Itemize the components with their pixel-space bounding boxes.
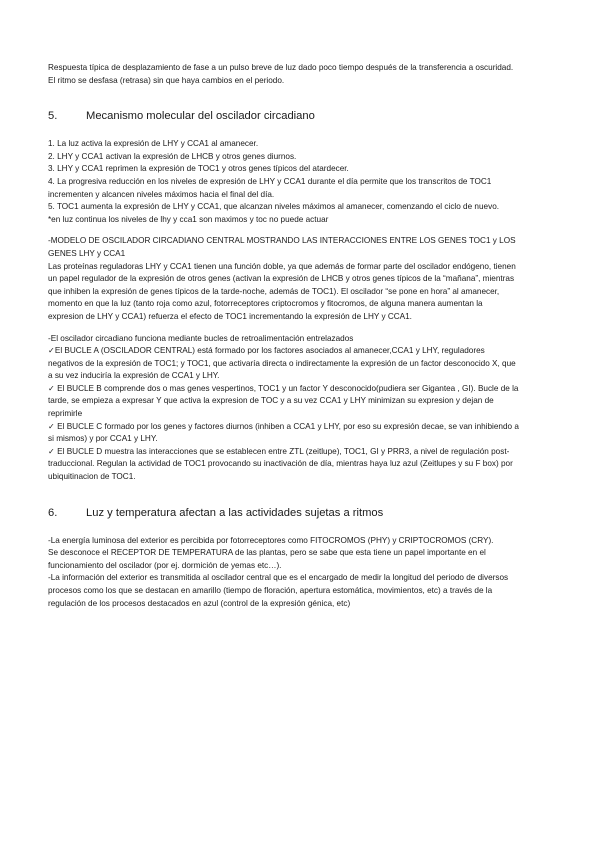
step-5: 5. TOC1 aumenta la expresión de LHY y CCA1, que alcanzan niveles máximos al amanecer, comenzando el ciclo de nuevo.	[48, 202, 500, 212]
loops-list	[48, 345, 520, 484]
loop-a: ✓El BUCLE A (OSCILADOR CENTRAL) está formado por los factores asociados al amanecer,CCA1 y LHY, reguladores negativos de la expresión de TOC1; y TOC1, que activaría directa o indirectamente la expresión de un factor desconocido X, que a su vez induciría la expresión de CCA1 y LHY.	[48, 346, 516, 381]
photoreceptors-paragraph: -La energía luminosa del exterior es percibida por fotorreceptores como FITOCROMOS (PHY) y CRIPTOCROMOS (CRY).	[48, 535, 494, 545]
loop-d: ✓ El BUCLE D muestra las interacciones que se establecen entre ZTL (zeitlupe), TOC1, GI y PRR3, a nivel de regulación post-traduccional. Regulan la actividad de TOC1 provocando su inactivación de día, mientras haya luz azul (Zeitlupes y su F box) por ubiquitinacion de TOC1.	[48, 446, 513, 482]
loop-b: ✓ El BUCLE B comprende dos o mas genes vespertinos, TOC1 y un factor Y desconocido(pudiera ser Gigantea , GI). Bucle de la tarde, se empieza a expresar Y que activa la expresion de TOC y a su vez CCA1 y LHY minimizan su expresion y dejan de reprimirle	[48, 383, 519, 419]
section-5-title: Mecanismo molecular del oscilador circadiano	[86, 110, 315, 123]
step-2: 2. LHY y CCA1 activan la expresión de LHCB y otros genes diurnos.	[48, 151, 297, 161]
loops-intro: -El oscilador circadiano funciona mediante bucles de retroalimentación entrelazados	[48, 333, 354, 343]
step-3: 3. LHY y CCA1 reprimen la expresión de TOC1 y otros genes típicos del atardecer.	[48, 164, 349, 174]
page-content	[48, 62, 520, 610]
mechanism-steps	[48, 138, 520, 226]
step-1: 1. La luz activa la expresión de LHY y CCA1 al amanecer.	[48, 139, 259, 149]
continuous-light-note: *en luz continua los niveles de lhy y cca1 son maximos y toc no puede actuar	[48, 214, 329, 224]
section-6-heading	[48, 506, 520, 521]
section-6-number: 6.	[48, 506, 58, 519]
intro-paragraph: Respuesta típica de desplazamiento de fase a un pulso breve de luz dado poco tiempo después de la transferencia a oscuridad. El ritmo se desfasa (retrasa) sin que haya cambios en el periodo.	[48, 63, 514, 85]
model-paragraph: Las proteínas reguladoras LHY y CCA1 tienen una función doble, ya que además de formar parte del oscilador endógeno, tienen un papel regulador de la expresión de otros genes (activan la expresión de LHCB y otros genes típicos de la “mañana”, mientras que inhiben la expresión de genes típicos de la tarde-noche, además de TOC1). El oscilador “se pone en hora” al amanecer, momento en que la luz (tanto roja como azul, fotorreceptores criptocromos y fitocromos, de alguna manera aumentan la expresion de LHY y CCA1) refuerza el efecto de TOC1 incrementando la expresión de LHY y CCA1.	[48, 261, 516, 321]
section-5-heading	[48, 109, 520, 124]
oscillator-paragraph: -La información del exterior es transmitida al oscilador central que es el encargado de medir la longitud del periodo de diversos procesos como los que se destacan en amarillo (tiempo de floración, apertura estomática, movimientos, etc) a través de la regulación de los procesos destacados en azul (control de la expresión génica, etc)	[48, 573, 509, 608]
model-heading: -MODELO DE OSCILADOR CIRCADIANO CENTRAL MOSTRANDO LAS INTERACCIONES ENTRE LOS GENES TOC1 y LOS GENES LHY y CCA1	[48, 236, 516, 258]
loop-c: ✓ El BUCLE C formado por los genes y factores diurnos (inhiben a CCA1 y LHY, por eso su expresión decae, se van inhibiendo a si mismos) y por CCA1 y LHY.	[48, 421, 519, 444]
temperature-paragraph: Se desconoce el RECEPTOR DE TEMPERATURA de las plantas, pero se sabe que esta tiene un papel importante en el funcionamiento del oscilador (por ej. dormición de yemas etc…).	[48, 548, 486, 570]
section-6-title: Luz y temperatura afectan a las actividades sujetas a ritmos	[86, 506, 384, 519]
section-5-number: 5.	[48, 110, 58, 123]
step-4: 4. La progresiva reducción en los niveles de expresión de LHY y CCA1 durante el día permite que los transcritos de TOC1 incrementen y alcancen niveles máximos hacia el final del día.	[48, 176, 492, 199]
